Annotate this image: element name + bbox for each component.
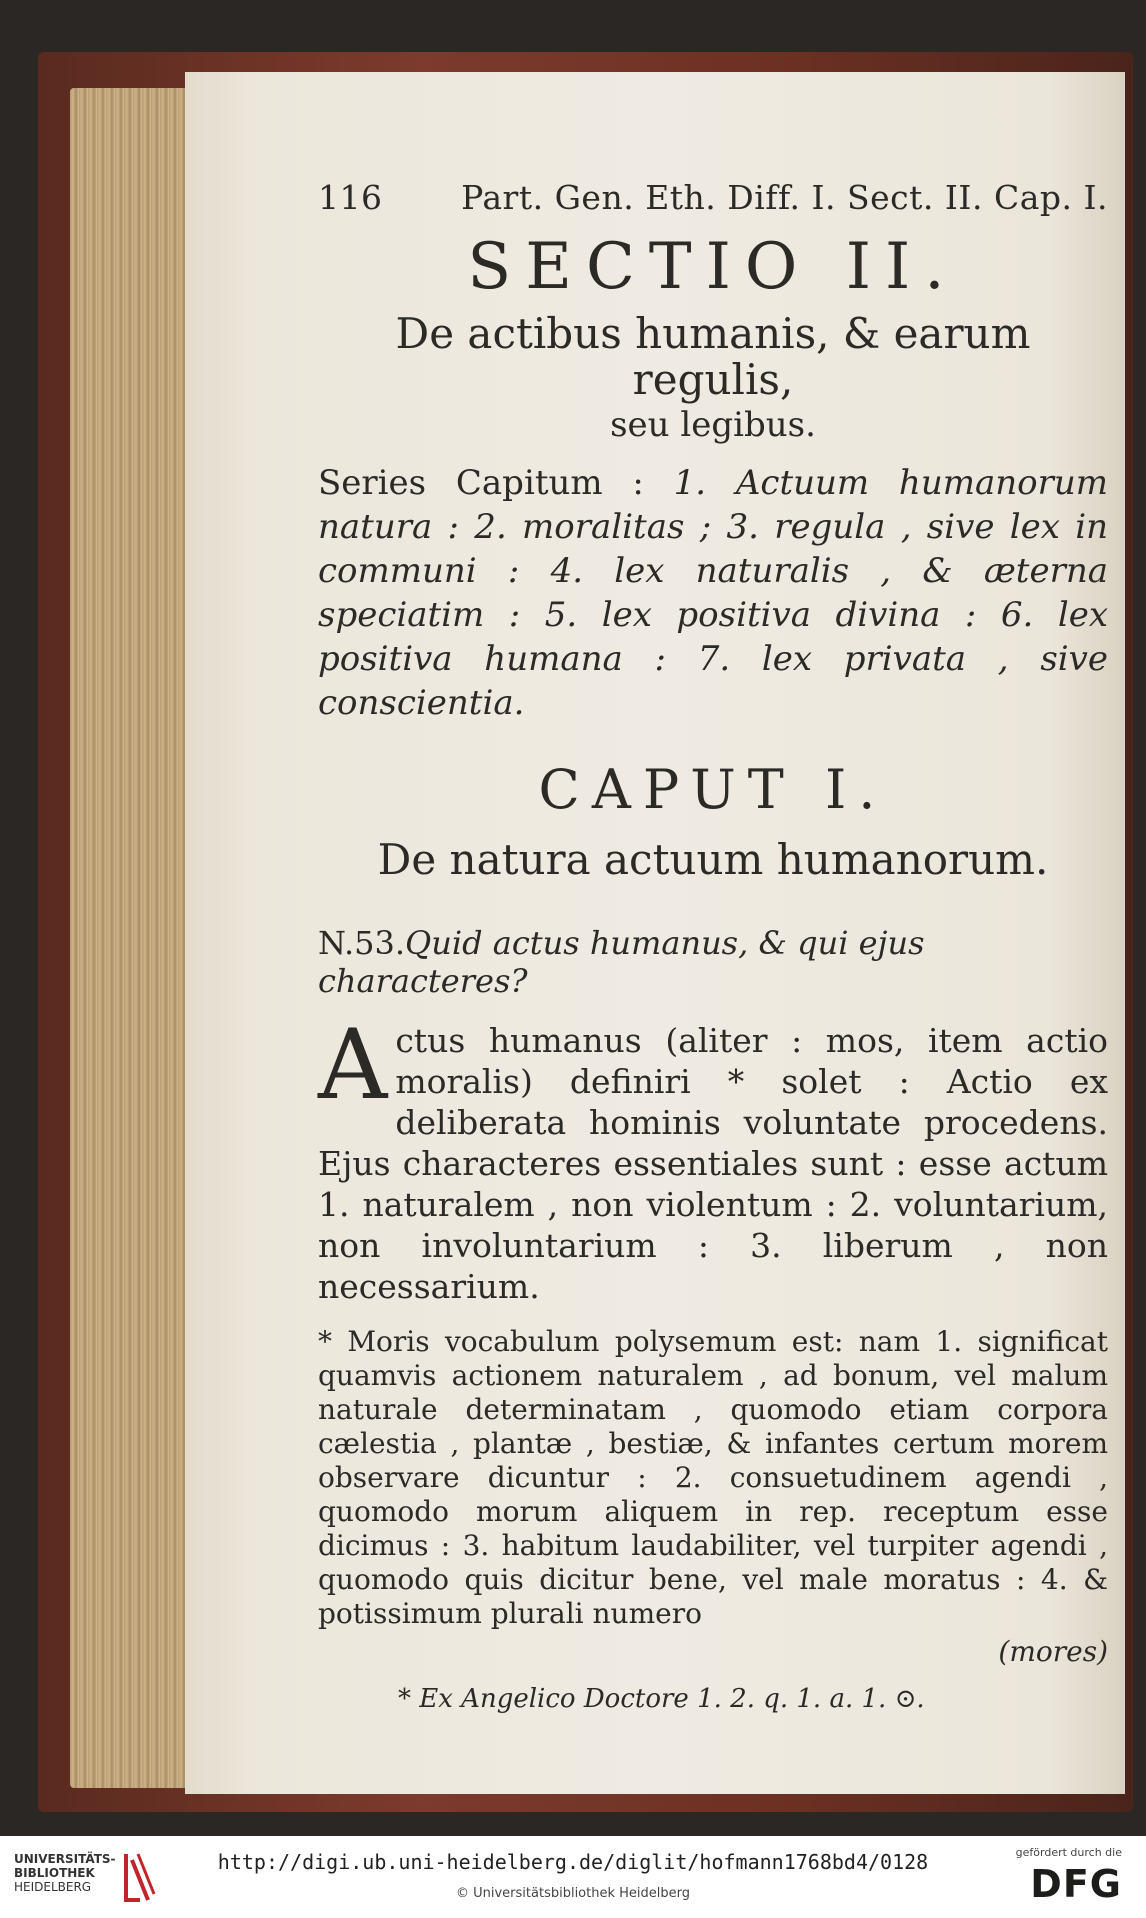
series-lead: Series Capitum : (318, 463, 674, 504)
question-heading (318, 924, 1108, 1000)
question-number: N.53. (318, 924, 406, 963)
section-subtitle-cont: seu legibus. (610, 405, 816, 446)
series-text: 1. Actuum humanorum natura : 2. moralitas ; 3. regula , sive lex in communi : 4. lex naturalis , & æterna speciatim : 5. lex positiva divina : 6. lex positiva humana : 7. lex privata , sive conscientia. (318, 463, 1108, 724)
paragraph-text: ctus humanus (aliter : mos, item actio moralis) definiri * solet : Actio ex deliberata hominis voluntate procedens. Ejus characteres essentiales sunt : esse actum 1. naturalem , non violentum : 2. voluntarium, non involuntarium : 3. liberum , non necessarium. (318, 1021, 1108, 1307)
dfg-logo[interactable]: DFG (1030, 1862, 1122, 1906)
footer-bar (0, 1836, 1146, 1918)
main-paragraph (318, 1009, 1108, 1307)
chapter-subtitle: De natura actuum humanorum. (377, 835, 1049, 885)
library-name-2: BIBLIOTHEK (14, 1866, 95, 1880)
running-title: Part. Gen. Eth. Diff. I. Sect. II. Cap. I. (461, 178, 1108, 217)
page-number: 116 (318, 178, 383, 217)
library-name-1: UNIVERSITÄTS- (14, 1852, 116, 1866)
drop-cap: A (318, 1009, 388, 1122)
page-text (318, 178, 1108, 1714)
library-name-3: HEIDELBERG (14, 1880, 92, 1894)
annotation-note: * Moris vocabulum polysemum est: nam 1. significat quamvis actionem naturalem , ad bonum, vel malum naturale determinatam , quomodo etiam corpora cælestia , plantæ , bestiæ, & infantes certum morem observare dicuntur : 2. consuetudinem agendi , quomodo morum aliquem in rep. receptum esse dicimus : 3. habitum laudabiliter, vel turpiter agendi , quomodo quis dicitur bene, vel male moratus : 4. & potissimum plurali numero (318, 1325, 1108, 1631)
running-header (318, 178, 1108, 217)
question-text: Quid actus humanus, & qui ejus characteres? (318, 924, 925, 1001)
footnote: * Ex Angelico Doctore 1. 2. q. 1. a. 1. ⊙. (398, 1684, 925, 1715)
page-url-link[interactable]: http://digi.ub.uni-heidelberg.de/diglit/hofmann1768bd4/0128 (217, 1850, 929, 1874)
section-subtitle: De actibus humanis, & earum regulis, (395, 309, 1031, 405)
chapter-series (318, 461, 1108, 725)
chapter-title: CAPUT I. (538, 758, 888, 822)
catchword: (mores) (998, 1635, 1108, 1669)
funded-by-label: gefördert durch die (1015, 1846, 1122, 1859)
section-title: SECTIO II. (467, 230, 959, 304)
copyright-text: © Universitätsbibliothek Heidelberg (455, 1886, 690, 1901)
page-edges (70, 88, 188, 1788)
